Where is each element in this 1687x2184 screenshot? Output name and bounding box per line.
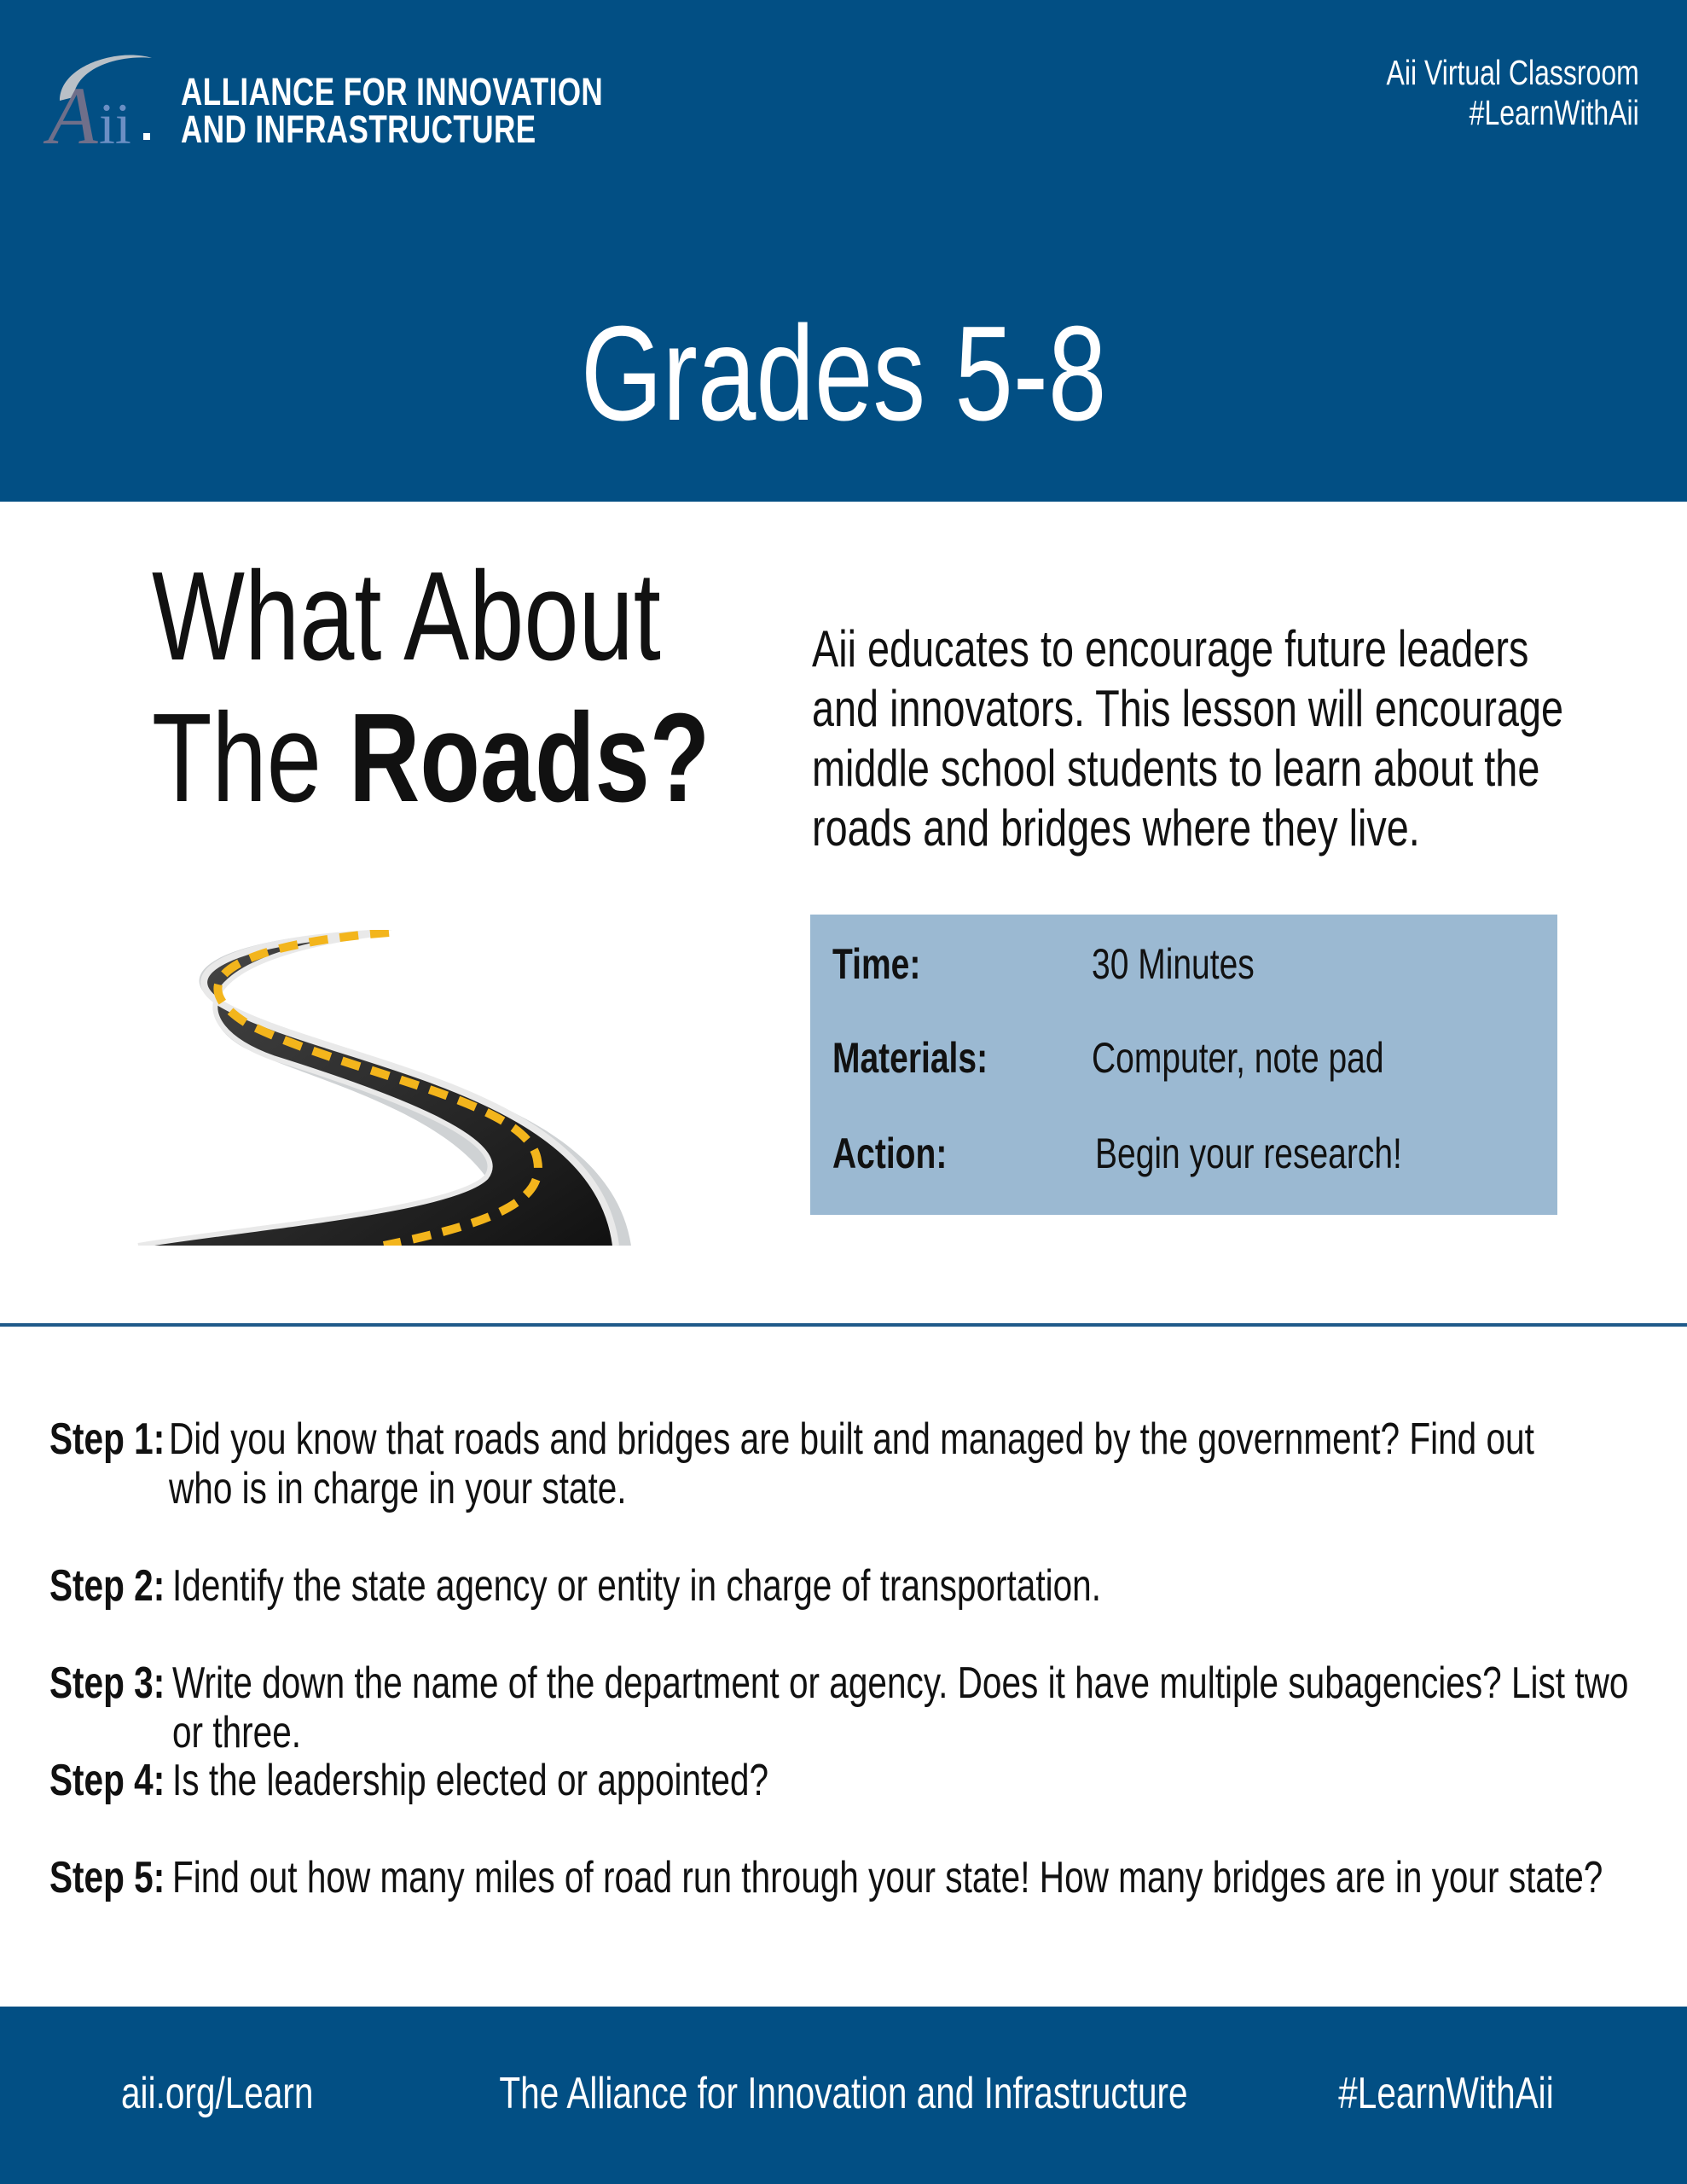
step-5-label: Step 5:: [49, 1853, 165, 1902]
intro-paragraph: Aii educates to encourage future leaders and innovators. This lesson will encourage middle school students to learn about the roads and bridges where they live.: [812, 620, 1564, 857]
time-value: 30 Minutes: [1092, 940, 1255, 988]
title-line2: [152, 688, 710, 829]
step-1-text: Did you know that roads and bridges are built and managed by the government? Find out who is in charge in your state.: [169, 1414, 1534, 1513]
virtual-classroom-tag: [1315, 53, 1639, 133]
hashtag-label: #LearnWithAii: [1469, 93, 1639, 132]
section-divider: [0, 1323, 1687, 1327]
grades-heading: [0, 299, 1687, 449]
grades-text: Grades 5-8: [580, 299, 1107, 449]
step-4-label: Step 4:: [49, 1756, 165, 1805]
footer-banner: [0, 2007, 1687, 2184]
aii-logo-icon: [43, 48, 162, 150]
materials-value: Computer, note pad: [1092, 1034, 1384, 1082]
step-2-label: Step 2:: [49, 1561, 165, 1611]
step-5-text: Find out how many miles of road run through your state! How many bridges are in your state?: [172, 1853, 1603, 1902]
lesson-title: [152, 546, 867, 829]
org-name-line1: ALLIANCE FOR INNOVATION: [181, 70, 604, 113]
title-line1: What About: [152, 546, 661, 687]
title-line2-bold: Roads?: [349, 688, 710, 828]
lesson-intro: [812, 619, 1665, 858]
footer-organization-name: The Alliance for Innovation and Infrastructure: [499, 2069, 1188, 2118]
footer-hashtag: #LearnWithAii: [1338, 2069, 1554, 2118]
header-banner: [0, 0, 1687, 502]
footer-website-link[interactable]: aii.org/Learn: [121, 2069, 314, 2118]
lesson-info-box: [810, 915, 1557, 1215]
step-1-label: Step 1:: [49, 1414, 165, 1464]
step-2-text: Identify the state agency or entity in charge of transportation.: [172, 1561, 1102, 1611]
org-name-line2: AND INFRASTRUCTURE: [181, 107, 536, 151]
time-label: Time:: [832, 940, 921, 988]
svg-text:ii: ii: [99, 91, 131, 150]
organization-name: [181, 70, 722, 151]
action-value: Begin your research!: [1095, 1130, 1402, 1177]
step-3-label: Step 3:: [49, 1658, 165, 1708]
winding-road-illustration: [128, 930, 640, 1246]
step-4-text: Is the leadership elected or appointed?: [172, 1756, 769, 1805]
svg-text:A: A: [48, 70, 98, 150]
title-line2-prefix: The: [152, 688, 350, 828]
step-3-text: Write down the name of the department or agency. Does it have multiple subagencies? List two or three.: [172, 1658, 1629, 1757]
action-label: Action:: [832, 1130, 948, 1177]
virtual-classroom-label: Aii Virtual Classroom: [1386, 53, 1639, 92]
materials-label: Materials:: [832, 1034, 988, 1082]
